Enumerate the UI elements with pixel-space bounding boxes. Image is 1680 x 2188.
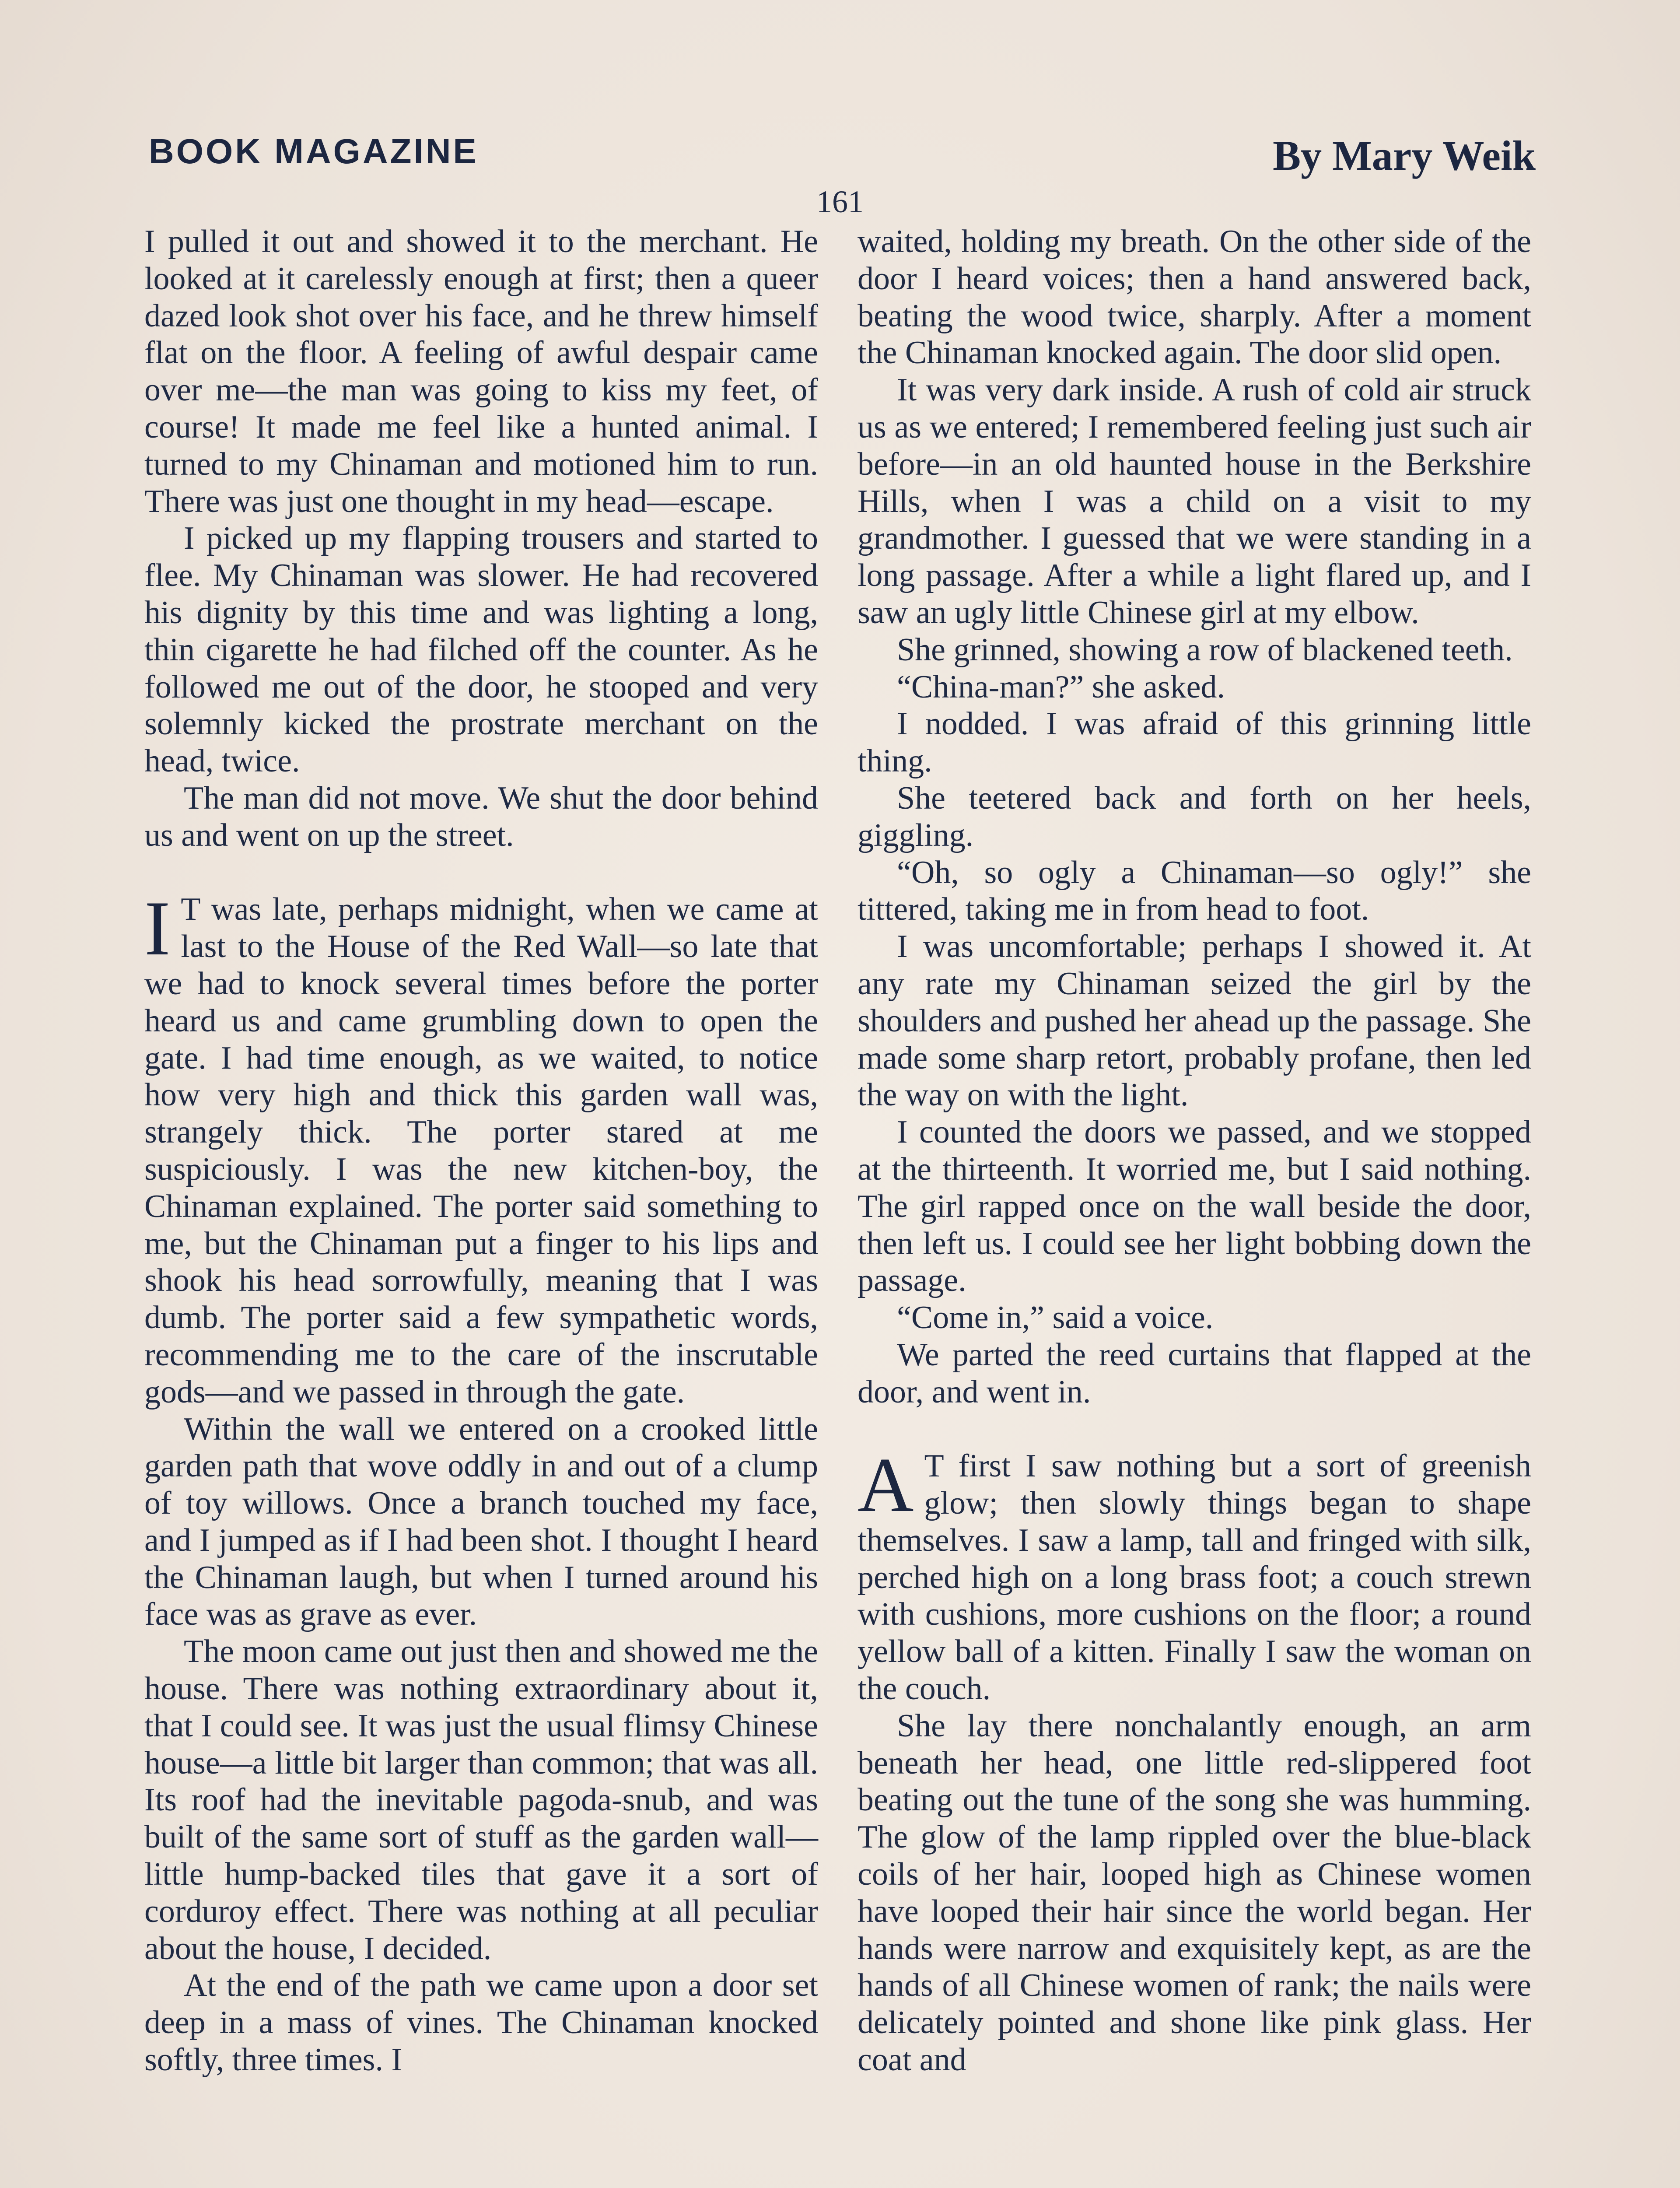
paragraph: I counted the doors we passed, and we stopped at the thirteenth. It worried me, but I said nothing. The girl rapped once on the wall beside the door, then left us. I could see her light bobbing down the passage. bbox=[858, 1114, 1531, 1299]
drop-cap: I bbox=[144, 885, 171, 972]
right-column bbox=[858, 223, 1531, 2079]
paragraph: “China-man?” she asked. bbox=[897, 669, 1225, 705]
magazine-title: BOOK MAGAZINE bbox=[149, 132, 479, 171]
page-header bbox=[149, 131, 1536, 179]
paragraph: She teetered back and forth on her heels, giggling. bbox=[858, 780, 1531, 853]
paragraph: waited, holding my breath. On the other side of the door I heard voices; then a hand answered back, beating the wood twice, sharply. After a moment the Chinaman knocked again. The door slid open. bbox=[858, 224, 1531, 371]
paragraph: At the end of the path we came upon a door set deep in a mass of vines. The Chinaman knocked softly, three times. I bbox=[144, 1967, 818, 2078]
paragraph: The man did not move. We shut the door behind us and went on up the street. bbox=[144, 780, 818, 853]
page-number: 161 bbox=[816, 184, 864, 219]
paragraph: “Come in,” said a voice. bbox=[897, 1300, 1214, 1336]
paragraph: She grinned, showing a row of blackened teeth. bbox=[897, 631, 1513, 668]
paragraph: She lay there nonchalantly enough, an arm beneath her head, one little red-slippered foot beating out the tune of the song she was humming. The glow of the lamp rippled over the blue-black coils of her hair, looped high as Chinese women have looped their hair since the world began. Her hands were narrow and exquisitely kept, as are the hands of all Chinese women of rank; the nails were delicately pointed and shone like pink glass. Her coat and bbox=[858, 1708, 1531, 2078]
section-start-paragraph bbox=[858, 1441, 1531, 1708]
left-column bbox=[144, 223, 818, 2079]
paragraph-text: T first I saw nothing but a sort of greenish glow; then slowly things began to shape themselves. I saw a lamp, tall and fringed with silk, perched high on a long brass foot; a couch strewn with cushions, more cushions on the floor; a round yellow ball of a kitten. Finally I saw the woman on the couch. bbox=[858, 1448, 1531, 1707]
paragraph: I was uncomfortable; perhaps I showed it. At any rate my Chinaman seized the girl by the shoulders and pushed her ahead up the passage. She made some sharp retort, probably profane, then led the way on with the light. bbox=[858, 929, 1531, 1113]
paragraph: I pulled it out and showed it to the merchant. He looked at it carelessly enough at first; then a queer dazed look shot over his face, and he threw himself flat on the floor. A feeling of awful despair came over me—the man was going to kiss my feet, of course! It made me feel like a hunted animal. I turned to my Chinaman and motioned him to run. There was just one thought in my head—escape. bbox=[144, 224, 818, 519]
paragraph: The moon came out just then and showed me the house. There was nothing extraordinary about it, that I could see. It was just the usual flimsy Chinese house—a little bit larger than common; that was all. Its roof had the inevitable pagoda-snub, and was built of the same sort of stuff as the garden wall—little hump-backed tiles that gave it a sort of corduroy effect. There was nothing at all peculiar about the house, I decided. bbox=[144, 1634, 818, 1967]
author-byline: By Mary Weik bbox=[1273, 132, 1536, 179]
paragraph: It was very dark inside. A rush of cold air struck us as we entered; I remembered feeling just such air before—in an old haunted house in the Berkshire Hills, when I was a child on a visit to my grandmother. I guessed that we were standing in a long passage. After a while a light flared up, and I saw an ugly little Chinese girl at my elbow. bbox=[858, 372, 1531, 631]
paragraph-text: T was late, perhaps midnight, when we came at last to the House of the Red Wall—so late that we had to knock several times before the porter heard us and came grumbling down to open the gate. I had time enough, as we waited, to notice how very high and thick this garden wall was, strangely thick. The porter stared at me suspiciously. I was the new kitchen-boy, the Chinaman explained. The porter said something to me, but the Chinaman put a finger to his lips and shook his head sorrowfully, meaning that I was dumb. The porter said a few sympathetic words, recommending me to the care of the inscrutable gods—and we passed in through the gate. bbox=[144, 891, 818, 1410]
section-start-paragraph bbox=[144, 885, 818, 1410]
paragraph: I nodded. I was afraid of this grinning little thing. bbox=[858, 706, 1531, 779]
paragraph: “Oh, so ogly a Chinaman—so ogly!” she tittered, taking me in from head to foot. bbox=[858, 854, 1531, 928]
drop-cap: A bbox=[858, 1441, 914, 1529]
paragraph: We parted the reed curtains that flapped at the door, and went in. bbox=[858, 1336, 1531, 1410]
paragraph: I picked up my flapping trousers and started to flee. My Chinaman was slower. He had recovered his dignity by this time and was lighting a long, thin cigarette he had filched off the counter. As he followed me out of the door, he stooped and very solemnly kicked the prostrate merchant on the head, twice. bbox=[144, 520, 818, 779]
paragraph: Within the wall we entered on a crooked little garden path that wove oddly in and out of a clump of toy willows. Once a branch touched my face, and I jumped as if I had been shot. I thought I heard the Chinaman laugh, but when I turned around his face was as grave as ever. bbox=[144, 1411, 818, 1633]
